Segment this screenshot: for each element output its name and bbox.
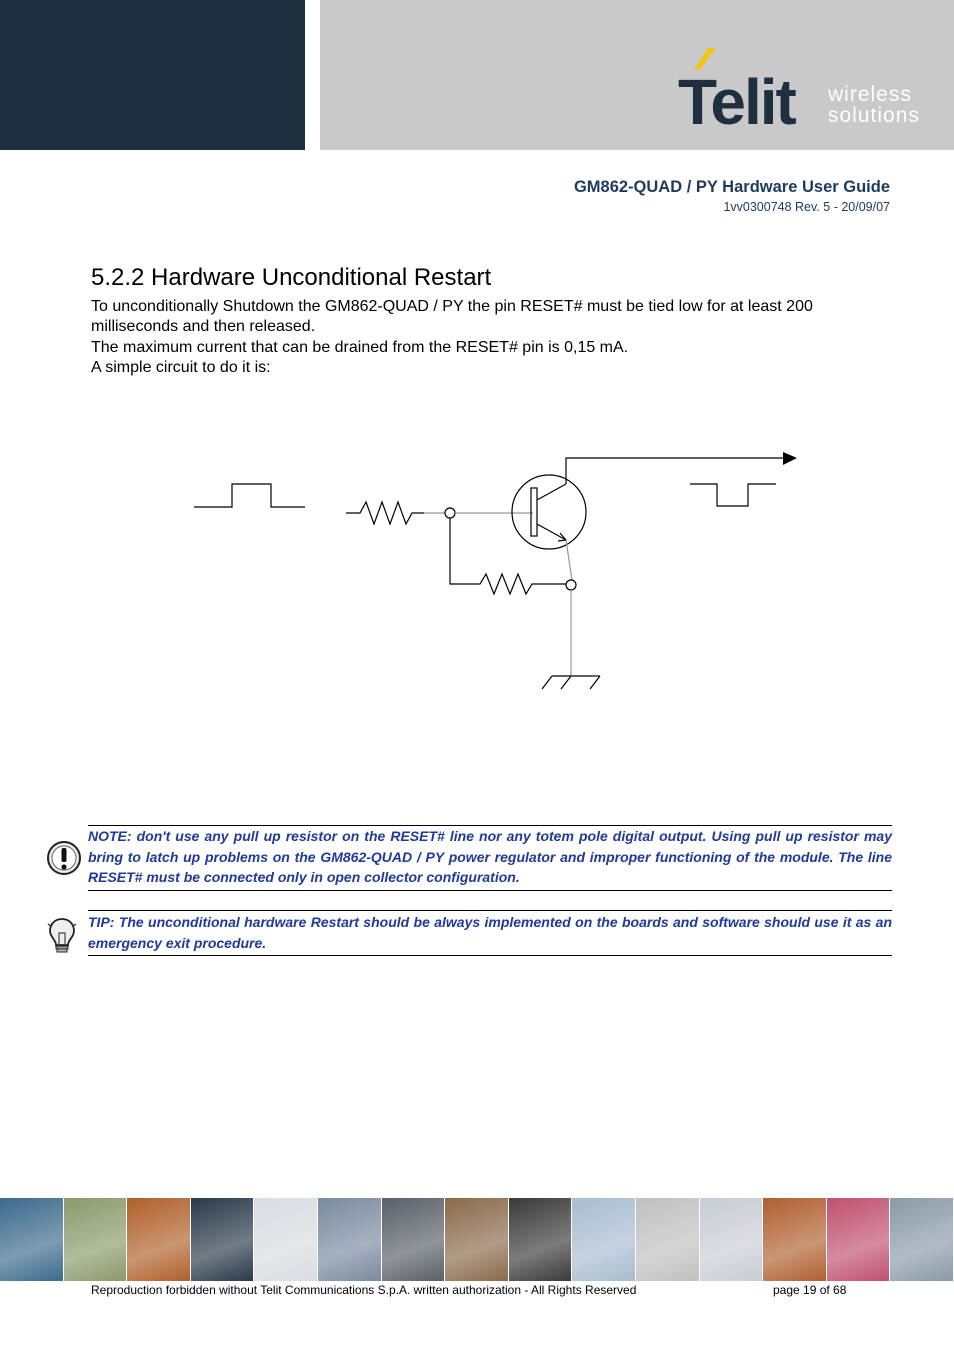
ground-hatch-2 xyxy=(561,676,571,689)
footer-photo-tile xyxy=(636,1198,699,1281)
emitter-arrow-icon xyxy=(558,533,566,541)
transistor-base-bar xyxy=(531,488,537,536)
ground-hatch-1 xyxy=(542,676,552,689)
footer-photo-tile xyxy=(700,1198,763,1281)
header-banner-gray xyxy=(320,0,954,150)
base-resistor xyxy=(346,502,424,524)
note-text: NOTE: don't use any pull up resistor on the RESET# line nor any totem pole digital output. Using pull up resistor may bring to latch up problems on the GM862-QUAD / PY power regulator and improper functioning of the module. The line RESET# must be connected only in open collector configuration. xyxy=(88,828,892,885)
logo-tagline xyxy=(828,84,920,126)
lightbulb-icon xyxy=(46,916,78,956)
footer-photo-tile xyxy=(64,1198,127,1281)
section-heading: 5.2.2 Hardware Unconditional Restart xyxy=(91,264,492,291)
exclamation-icon xyxy=(46,840,82,876)
output-pulse-waveform xyxy=(690,484,776,506)
footer-photo-tile xyxy=(254,1198,317,1281)
paragraph-circuit-intro: A simple circuit to do it is: xyxy=(91,359,271,376)
tip-box xyxy=(88,912,892,956)
logo-tagline-line-2: solutions xyxy=(828,104,920,127)
footer-photo-tile xyxy=(382,1198,445,1281)
note-box xyxy=(88,826,892,891)
document-revision: 1vv0300748 Rev. 5 - 20/09/07 xyxy=(723,200,890,214)
footer-photo-tile xyxy=(127,1198,190,1281)
page-number: page 19 of 68 xyxy=(773,1283,847,1297)
transistor-emitter-lead xyxy=(537,524,566,540)
tip-text: TIP: The unconditional hardware Restart should be always implemented on the boards and software should use it as an emergency exit procedure. xyxy=(88,914,892,951)
collector-output-wire xyxy=(566,458,784,484)
footer-photo-tile xyxy=(509,1198,572,1281)
paragraph-reset-instructions: To unconditionally Shutdown the GM862-QUAD / PY the pin RESET# must be tied low for at least 200 milliseconds and then released. xyxy=(91,298,813,335)
emitter-node xyxy=(566,580,576,590)
logo-wordmark: Telit xyxy=(678,66,795,132)
footer-photo-tile xyxy=(445,1198,508,1281)
footer-photo-tile xyxy=(318,1198,381,1281)
footer-photo-tile xyxy=(890,1198,953,1281)
reset-circuit-diagram xyxy=(0,440,954,710)
telit-logo xyxy=(676,48,816,132)
header-banner-dark xyxy=(0,0,305,150)
footer-photo-tile xyxy=(763,1198,826,1281)
document-title: GM862-QUAD / PY Hardware User Guide xyxy=(573,178,890,196)
footer-photo-tile xyxy=(0,1198,63,1281)
transistor-body xyxy=(512,475,586,549)
footer-photo-tile xyxy=(827,1198,890,1281)
footer-copyright: Reproduction forbidden without Telit Communications S.p.A. written authorization - All Rights Reserved xyxy=(91,1283,637,1297)
footer-photo-tile xyxy=(572,1198,635,1281)
pulldown-resistor xyxy=(450,518,566,594)
paragraph-max-current: The maximum current that can be drained from the RESET# pin is 0,15 mA. xyxy=(91,339,629,356)
logo-tagline-line-1: wireless xyxy=(828,83,912,106)
output-arrow-icon xyxy=(783,452,797,465)
emitter-wire xyxy=(566,540,572,580)
footer-photo-tile xyxy=(191,1198,254,1281)
tip-top-rule xyxy=(88,910,892,911)
footer-photo-strip xyxy=(0,1198,954,1281)
ground-hatch-3 xyxy=(590,676,600,689)
transistor-collector-lead xyxy=(537,484,566,500)
base-node xyxy=(445,508,455,518)
input-pulse-waveform xyxy=(194,484,305,507)
